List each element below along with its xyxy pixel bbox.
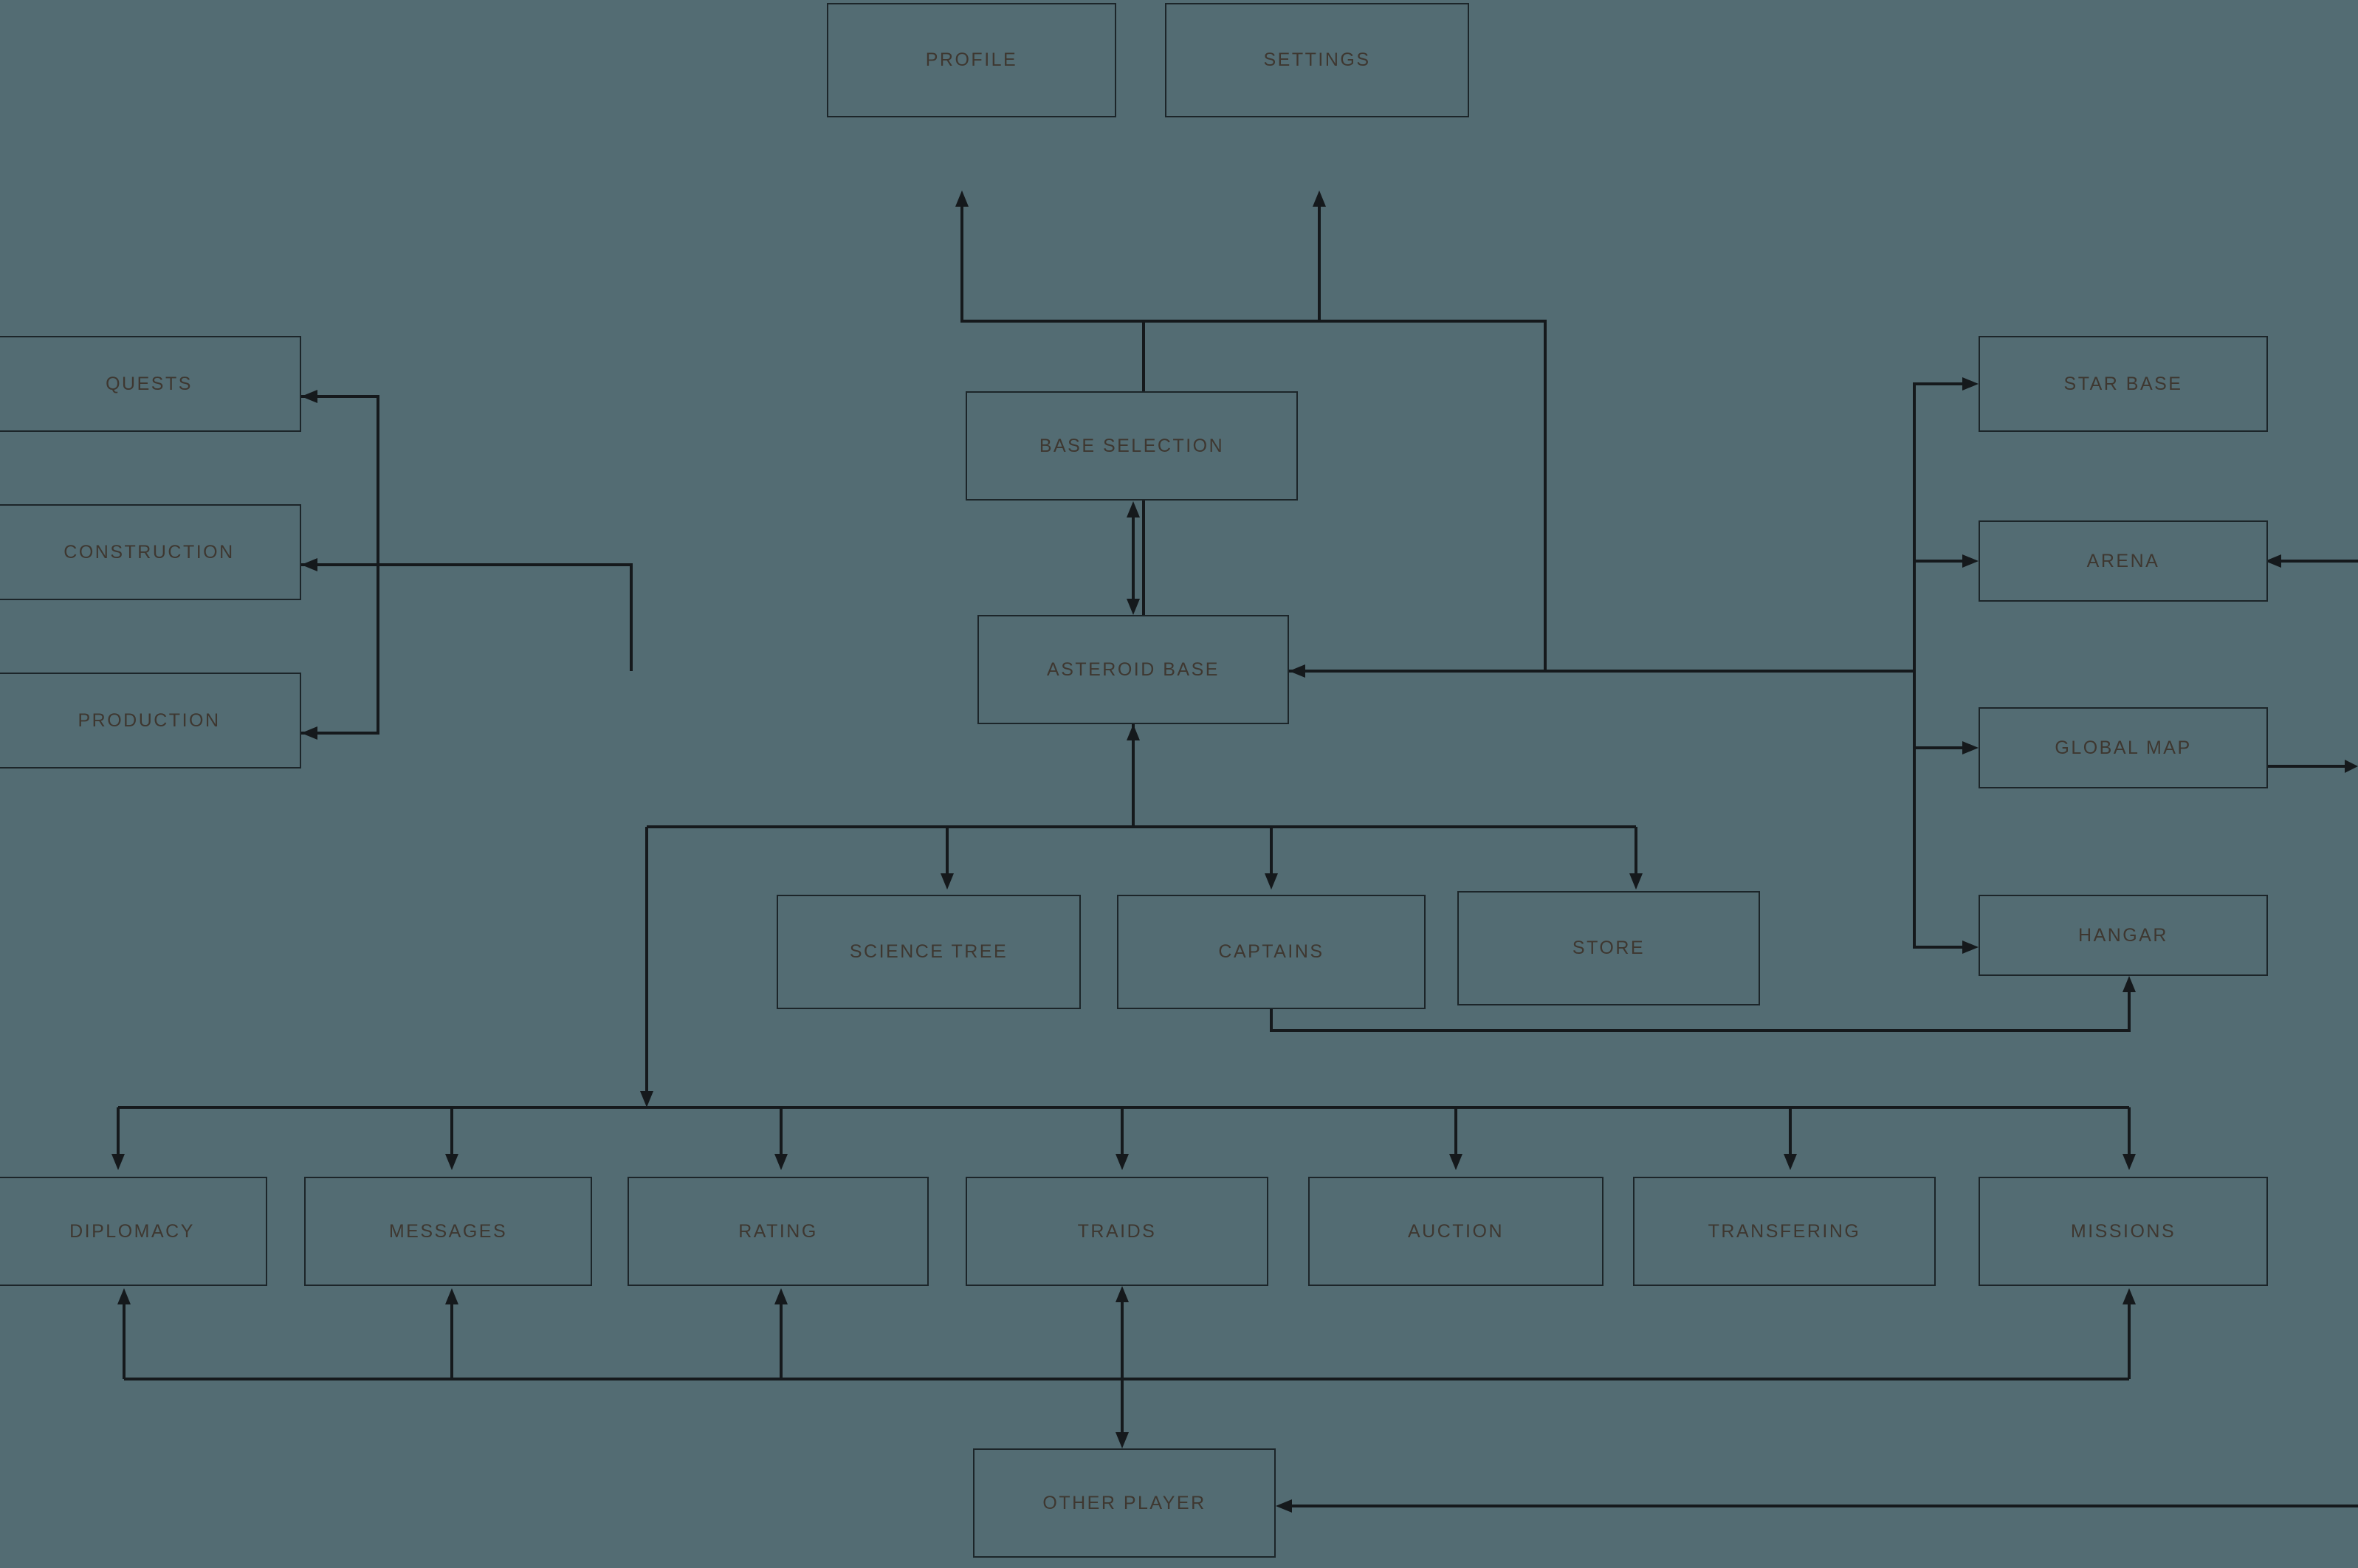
node-traids[interactable] <box>966 1177 1268 1286</box>
node-store[interactable] <box>1457 891 1760 1005</box>
node-profile-label: PROFILE <box>925 49 1018 70</box>
node-other-player[interactable] <box>973 1448 1276 1558</box>
arrowhead-profile <box>955 190 969 207</box>
arrowhead-asteroid-left-in <box>1289 664 1305 678</box>
edge-asteroid-construction <box>301 565 631 671</box>
node-auction[interactable] <box>1308 1177 1603 1286</box>
node-missions[interactable] <box>1979 1177 2268 1286</box>
node-auction-label: AUCTION <box>1408 1220 1504 1242</box>
node-missions-label: MISSIONS <box>2070 1220 2176 1242</box>
node-arena[interactable] <box>1979 520 2268 602</box>
node-science-tree[interactable] <box>777 895 1081 1009</box>
arrowhead-arena <box>1962 554 1979 568</box>
node-hangar[interactable] <box>1979 895 2268 976</box>
edge-rail-quests <box>301 396 378 565</box>
node-diplomacy[interactable] <box>0 1177 267 1286</box>
arrowhead-rating-up <box>774 1288 788 1304</box>
arrowhead-globalmap-right-out <box>2345 760 2358 773</box>
arrowhead-captains <box>1265 873 1278 890</box>
node-settings-label: SETTINGS <box>1263 49 1371 70</box>
arrowhead-asteroid-down <box>1127 599 1140 615</box>
node-global-map-label: GLOBAL MAP <box>2055 737 2192 758</box>
node-production-label: PRODUCTION <box>78 709 221 731</box>
arrowhead-left-drop <box>640 1091 653 1107</box>
arrowhead-transfering <box>1784 1154 1797 1170</box>
node-transfering[interactable] <box>1633 1177 1936 1286</box>
node-diplomacy-label: DIPLOMACY <box>69 1220 195 1242</box>
node-asteroid-base-label: ASTEROID BASE <box>1047 659 1220 680</box>
arrowhead-otherplayer-right-in <box>1276 1499 1292 1513</box>
edge-asteroid-vertical-top-link <box>1319 321 1545 671</box>
node-traids-label: TRAIDS <box>1077 1220 1157 1242</box>
arrowhead-rating <box>774 1154 788 1170</box>
node-other-player-label: OTHER PLAYER <box>1042 1492 1206 1513</box>
arrowhead-starbase <box>1962 377 1979 391</box>
arrowhead-base-selection-up <box>1127 501 1140 517</box>
arrowhead-otherplayer-down <box>1116 1432 1129 1448</box>
arrowhead-traids <box>1116 1154 1129 1170</box>
edge-rail-production <box>301 565 378 733</box>
node-star-base-label: STAR BASE <box>2063 373 2183 394</box>
node-rating[interactable] <box>628 1177 929 1286</box>
arrowhead-store <box>1629 873 1643 890</box>
node-base-selection-label: BASE SELECTION <box>1039 435 1225 456</box>
arrowhead-messages-up <box>445 1288 458 1304</box>
node-hangar-label: HANGAR <box>2078 924 2168 946</box>
node-profile[interactable] <box>827 3 1116 117</box>
arrowhead-hangar <box>1962 941 1979 954</box>
arrowhead-quests <box>301 390 317 403</box>
arrowhead-traids-up <box>1116 1286 1129 1302</box>
node-messages-label: MESSAGES <box>388 1220 508 1242</box>
node-production[interactable] <box>0 673 301 768</box>
arrowhead-messages <box>445 1154 458 1170</box>
node-messages[interactable] <box>304 1177 592 1286</box>
arrowhead-settings <box>1313 190 1326 207</box>
arrowhead-globalmap <box>1962 741 1979 754</box>
node-base-selection[interactable] <box>966 391 1298 501</box>
edge-asteroid-to-settings <box>962 203 1319 321</box>
arrowhead-hangar-bottom-in <box>2122 976 2136 992</box>
node-captains-label: CAPTAINS <box>1218 941 1324 962</box>
node-quests[interactable] <box>0 336 301 432</box>
node-construction[interactable] <box>0 504 301 600</box>
node-construction-label: CONSTRUCTION <box>63 541 235 563</box>
node-star-base[interactable] <box>1979 336 2268 432</box>
edge-rail-hangar <box>1914 671 1966 947</box>
node-science-tree-label: SCIENCE TREE <box>849 941 1008 962</box>
node-captains[interactable] <box>1117 895 1426 1009</box>
arrowhead-missions <box>2122 1154 2136 1170</box>
arrowhead-diplomacy-up <box>117 1288 131 1304</box>
arrowhead-science-tree <box>941 873 954 890</box>
node-global-map[interactable] <box>1979 707 2268 788</box>
arrowhead-missions-up <box>2122 1288 2136 1304</box>
node-arena-label: ARENA <box>2086 550 2160 571</box>
node-settings[interactable] <box>1165 3 1469 117</box>
arrowhead-production <box>301 726 317 740</box>
node-rating-label: RATING <box>738 1220 818 1242</box>
arrowhead-construction <box>301 558 317 571</box>
arrowhead-diplomacy <box>111 1154 125 1170</box>
arrowhead-auction <box>1449 1154 1462 1170</box>
node-quests-label: QUESTS <box>106 373 193 394</box>
arrowhead-asteroid-bottom-in <box>1127 724 1140 740</box>
node-transfering-label: TRANSFERING <box>1708 1220 1861 1242</box>
node-asteroid-base[interactable] <box>977 615 1289 724</box>
node-store-label: STORE <box>1572 938 1646 958</box>
edge-rail-starbase <box>1914 384 1966 671</box>
